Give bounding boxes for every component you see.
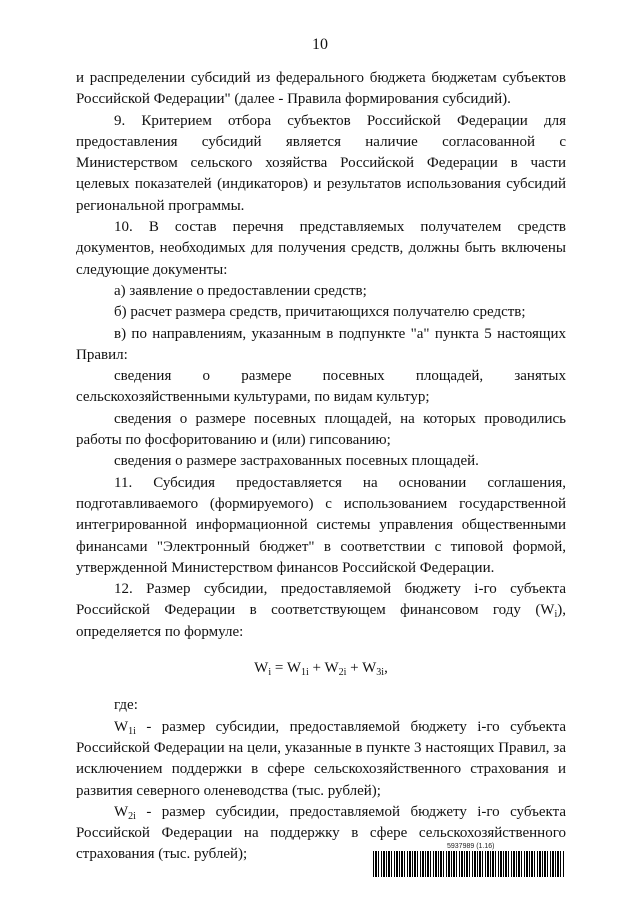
formula-w: W (254, 660, 269, 677)
item-10v-2: сведения о размере посевных площадей, на которых проводились работы по фосфоритованию и (или) гипсованию; (76, 410, 566, 449)
item-10b: б) расчет размера средств, причитающихся получателю средств; (114, 304, 526, 321)
paragraph-12-text: 12. Размер субсидии, предоставляемой бюджету i-го субъекта Российской Федерации в соответствующем финансовом году (W (76, 581, 566, 619)
formula (76, 658, 566, 679)
page-number: 10 (312, 36, 328, 53)
paragraph-11: 11. Субсидия предоставляется на основании соглашения, подготавливаемого (формируемого) с использованием государственной интегрированной информационной системы управления общественными финансами "Электронный бюджет" в соответствии с типовой формой, утвержденной Министерством финансов Российской Федерации. (76, 474, 566, 576)
barcode (373, 851, 565, 877)
formula-sub-3i: 3i (376, 667, 385, 679)
definition-w2-sub: 2i (128, 810, 136, 822)
paragraph-12-end: ), определяется по формуле: (76, 602, 566, 640)
document-body (76, 68, 566, 866)
formula-sub-1i: 1i (300, 667, 309, 679)
paragraph-9: 9. Критерием отбора субъектов Российской Федерации для предоставления субсидий является наличие согласованной с Министерством сельского хозяйства Российской Федерации в части целевых показателей (индикаторов) и результатов использования субсидий региональной программы. (76, 112, 566, 214)
formula-plus-2: + (346, 660, 363, 677)
subscript-i: i (554, 609, 558, 621)
paragraph-10: 10. В состав перечня представляемых получателем средств документов, необходимых для получения средств, должны быть включены следующие документы: (76, 219, 566, 278)
paragraph-continuation: и распределении субсидий из федерального бюджета бюджетам субъектов Российской Федерации" (далее - Правила формирования субсидий). (76, 70, 566, 108)
item-10a: а) заявление о предоставлении средств; (114, 282, 367, 299)
definition-w1-text: - размер субсидии, предоставляемой бюджету i-го субъекта Российской Федерации на цели, указанные в пункте 3 настоящих Правил, за исключением поддержки в сфере сельскохозяйственного страхования и развития северного оленеводства (тыс. рублей); (76, 718, 566, 799)
formula-w2: W (324, 660, 339, 677)
formula-plus-1: + (308, 660, 325, 677)
item-10v-3: сведения о размере застрахованных посевных площадей. (114, 453, 479, 470)
formula-sub-2i: 2i (338, 667, 347, 679)
definition-w1 (76, 717, 566, 802)
definition-w1-var: W (114, 718, 129, 735)
definition-w2-var: W (114, 803, 129, 820)
formula-equals: = (271, 660, 287, 677)
document-stamp: 5937989 (1.16) (447, 843, 495, 850)
definition-w1-sub: 1i (128, 725, 136, 737)
where-label: где: (114, 697, 138, 714)
definition-w2-text: - размер субсидии, предоставляемой бюджету i-го субъекта Российской Федерации на поддержку в сфере сельскохозяйственного страхования (тыс. рублей); (76, 803, 566, 863)
formula-w1: W (286, 660, 301, 677)
formula-comma: , (384, 660, 388, 677)
formula-w3: W (362, 660, 377, 677)
item-10v-1: сведения о размере посевных площадей, занятых сельскохозяйственными культурами, по видам культур; (76, 368, 566, 406)
item-10v: в) по направлениям, указанным в подпункте "а" пункта 5 настоящих Правил: (76, 325, 566, 363)
paragraph-12 (76, 579, 566, 643)
formula-sub-i: i (268, 667, 272, 679)
